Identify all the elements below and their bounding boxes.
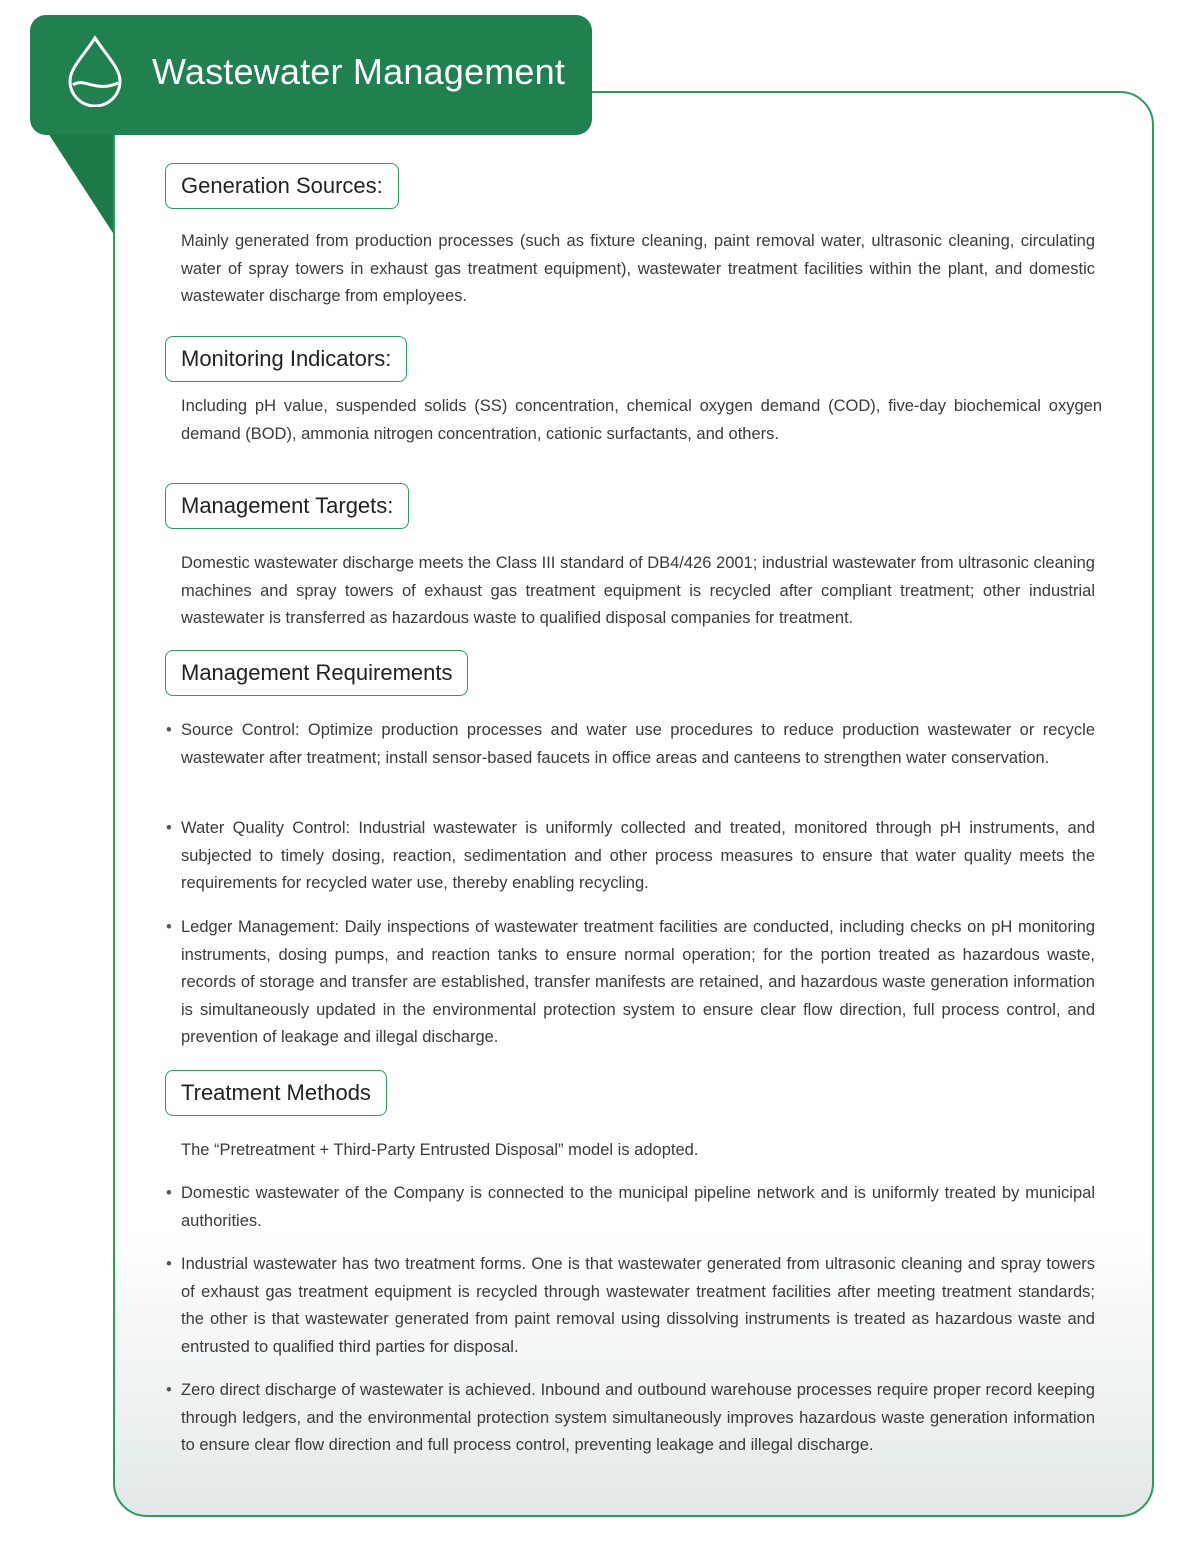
treatment-item: Industrial wastewater has two treatment forms. One is that wastewater generated from ultrasonic cleaning and spray towers of exhaust gas treatment equipment is recycled through wastewater treatment facilities after meeting treatment standards; the other is that wastewater generated from paint removal using dissolving instruments is treated as hazardous waste and entrusted to qualified third parties for disposal. (181, 1255, 1095, 1356)
treatment-methods-intro: The “Pretreatment + Third-Party Entrusted Disposal” model is adopted. (181, 1141, 699, 1159)
requirement-item: Ledger Management: Daily inspections of wastewater treatment facilities are conducted, including checks on pH monitoring instruments, dosing pumps, and reaction tanks to ensure normal operation; for the portion treated as hazardous waste, records of storage and transfer are established, transfer manifests are retained, and hazardous waste generation information is simultaneously updated in the environmental protection system to ensure clear flow direction, full process control, and prevention of leakage and illegal discharge. (181, 918, 1095, 1046)
header-fold (48, 133, 113, 233)
bullet-marker: • (166, 1184, 172, 1202)
management-targets-text: Domestic wastewater discharge meets the Class III standard of DB4/426 2001; industrial wastewater from ultrasonic cleaning machines and spray towers of exhaust gas treatment equipment is recycled after compliant treatment; other industrial wastewater is transferred as hazardous waste to qualified disposal companies for treatment. (181, 554, 1095, 627)
water-drop-icon (66, 35, 124, 107)
treatment-item: Zero direct discharge of wastewater is achieved. Inbound and outbound warehouse processes require proper record keeping through ledgers, and the environmental protection system simultaneously improves hazardous waste generation information to ensure clear flow direction and full process control, preventing leakage and illegal discharge. (181, 1381, 1095, 1454)
requirement-item: Source Control: Optimize production processes and water use procedures to reduce production wastewater or recycle wastewater after treatment; install sensor-based faucets in office areas and canteens to strengthen water conservation. (181, 721, 1095, 767)
generation-sources-text: Mainly generated from production processes (such as fixture cleaning, paint removal water, ultrasonic cleaning, circulating water of spray towers in exhaust gas treatment equipment), wastewater treatment facilities within the plant, and domestic wastewater discharge from employees. (181, 232, 1095, 305)
bullet-marker: • (166, 1381, 172, 1399)
management-requirements-heading: Management Requirements (165, 650, 468, 696)
management-targets-heading: Management Targets: (165, 483, 409, 529)
page-header (30, 15, 592, 135)
monitoring-indicators-heading: Monitoring Indicators: (165, 336, 407, 382)
page-title: Wastewater Management (152, 51, 566, 92)
bullet-marker: • (166, 918, 172, 936)
bullet-marker: • (166, 721, 172, 739)
treatment-item: Domestic wastewater of the Company is connected to the municipal pipeline network and is uniformly treated by municipal authorities. (181, 1184, 1095, 1230)
monitoring-indicators-text: Including pH value, suspended solids (SS) concentration, chemical oxygen demand (COD), five-day biochemical oxygen demand (BOD), ammonia nitrogen concentration, cationic surfactants, and others. (181, 397, 1102, 443)
treatment-methods-heading: Treatment Methods (165, 1070, 387, 1116)
requirement-item: Water Quality Control: Industrial wastewater is uniformly collected and treated, monitored through pH instruments, and subjected to timely dosing, reaction, sedimentation and other process measures to ensure that water quality meets the requirements for recycled water use, thereby enabling recycling. (181, 819, 1095, 892)
bullet-marker: • (166, 819, 172, 837)
bullet-marker: • (166, 1255, 172, 1273)
generation-sources-heading: Generation Sources: (165, 163, 399, 209)
